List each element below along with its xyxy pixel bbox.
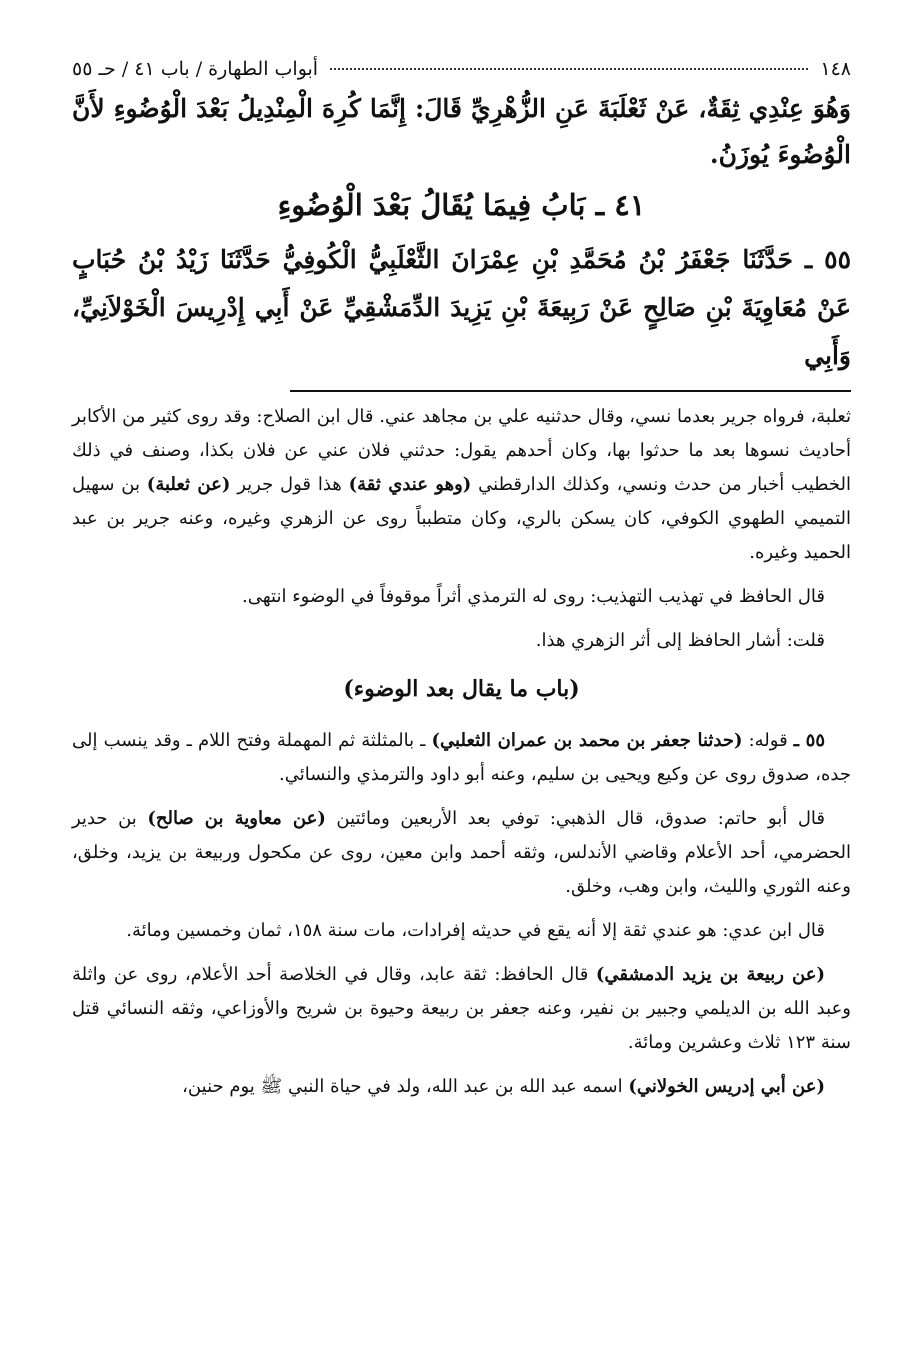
- commentary-subheading: (باب ما يقال بعد الوضوء): [343, 676, 580, 702]
- text-run: اسمه عبد الله بن عبد الله، ولد في حياة النبي ﷺ يوم حنين،: [182, 1076, 629, 1097]
- text-run: ـ بالمثلثة ثم المهملة وفتح اللام ـ وقد ينسب إلى جده، صدوق روى عن وكيع ويحيى بن سليم، وعنه أبو داود والترمذي والنسائي.: [72, 730, 851, 785]
- chapter-title: ٤١ ـ بَابُ فِيمَا يُقَالُ بَعْدَ الْوُضُوءِ: [277, 188, 646, 222]
- commentary-paragraph: قال الحافظ في تهذيب التهذيب: روى له الترمذي أثراً موقوفاً في الوضوء انتهى.: [242, 586, 825, 607]
- commentary-paragraph: قال ابن عدي: هو عندي ثقة إلا أنه يقع في حديثه إفرادات، مات سنة ١٥٨، ثمان وخمسين ومائة.: [126, 920, 825, 941]
- bold-run: (عن أبي إدريس الخولاني): [628, 1076, 825, 1097]
- bold-run: (عن ربيعة بن يزيد الدمشقي): [595, 964, 825, 985]
- commentary-paragraph: [72, 1070, 851, 1104]
- text-run: بن سهيل التميمي الطهوي الكوفي، كان يسكن بالري، وكان متطبباً روى عن الزهري وغيره، وعنه جرير بن عبد الحميد وغيره.: [72, 474, 851, 563]
- bold-run: ٥٥ ـ: [793, 730, 826, 751]
- text-run: قال أبو حاتم: صدوق، قال الذهبي: توفي بعد الأربعين ومائتين: [325, 808, 826, 829]
- commentary-paragraph: [72, 400, 851, 570]
- text-run: قوله:: [742, 730, 794, 751]
- commentary-paragraph: [72, 802, 851, 904]
- page-number: ١٤٨: [820, 58, 851, 80]
- hadith-text: ٥٥ ـ حَدَّثَنَا جَعْفَرُ بْنُ مُحَمَّدِ بْنِ عِمْرَانَ الثَّعْلَبِيُّ الْكُوفِيُّ حَدَّثَنَا زَيْدُ بْنُ حُبَابٍ عَنْ مُعَاوِيَةَ بْنِ صَالِحٍ عَنْ رَبِيعَةَ بْنِ يَزِيدَ الدِّمَشْقِيِّ عَنْ أَبِي إِدْرِيسَ الْخَوْلاَنِيِّ، وَأَبِي: [72, 245, 851, 370]
- text-run: قال الحافظ: ثقة عابد، وقال في الخلاصة أحد الأعلام، روى عن واثلة وعبد الله بن الديلمي وجبير بن نفير، وعنه جعفر بن ربيعة وحيوة بن شريح والأوزاعي، وثقه النسائي قتل سنة ١٢٣ ثلاث وعشرين ومائة.: [72, 964, 851, 1053]
- commentary-paragraph: [72, 724, 851, 792]
- commentary-paragraph: قلت: أشار الحافظ إلى أثر الزهري هذا.: [535, 630, 825, 651]
- page-header: [72, 58, 851, 80]
- commentary: [72, 400, 851, 1104]
- footnote-separator: [290, 390, 851, 392]
- bold-run: (عن معاوية بن صالح): [147, 808, 326, 829]
- bold-run: (حدثنا جعفر بن محمد بن عمران الثعلبي): [431, 730, 743, 751]
- text-run: بن حدير الحضرمي، أحد الأعلام وقاضي الأندلس، وثقه أحمد وابن معين، روى عن مكحول وربيعة بن يزيد، وخلق، وعنه الثوري والليث، وابن وهب، وخلق.: [72, 808, 851, 897]
- running-title: أبواب الطهارة / باب ٤١ / حـ ٥٥: [72, 58, 319, 80]
- text-run: هذا قول جرير: [230, 474, 349, 495]
- hadith-continuation: وَهُوَ عِنْدِي ثِقَةٌ، عَنْ ثَعْلَبَةَ عَنِ الزُّهْرِيِّ قَالَ: إِنَّمَا كُرِهَ الْمِنْدِيلُ بَعْدَ الْوُضُوءِ لأَنَّ الْوُضُوءَ يُوزَنُ.: [72, 94, 851, 169]
- bold-run: (عن ثعلبة): [146, 474, 231, 495]
- header-dotted-leader: [330, 68, 808, 70]
- bold-run: (وهو عندي ثقة): [348, 474, 472, 495]
- text-run: ثعلبة، فرواه جرير بعدما نسي، وقال حدثنيه علي بن مجاهد عني. قال ابن الصلاح: وقد روى كثير من الأكابر أحاديث نسوها بعد ما حدثوا بها، وكان أحدهم يقول: حدثني فلان عني عن فلان بكذا، وصنف في ذلك الخطيب أخبار من حدث ونسي، وكذلك الدارقطني: [72, 406, 851, 495]
- commentary-paragraph: [72, 958, 851, 1060]
